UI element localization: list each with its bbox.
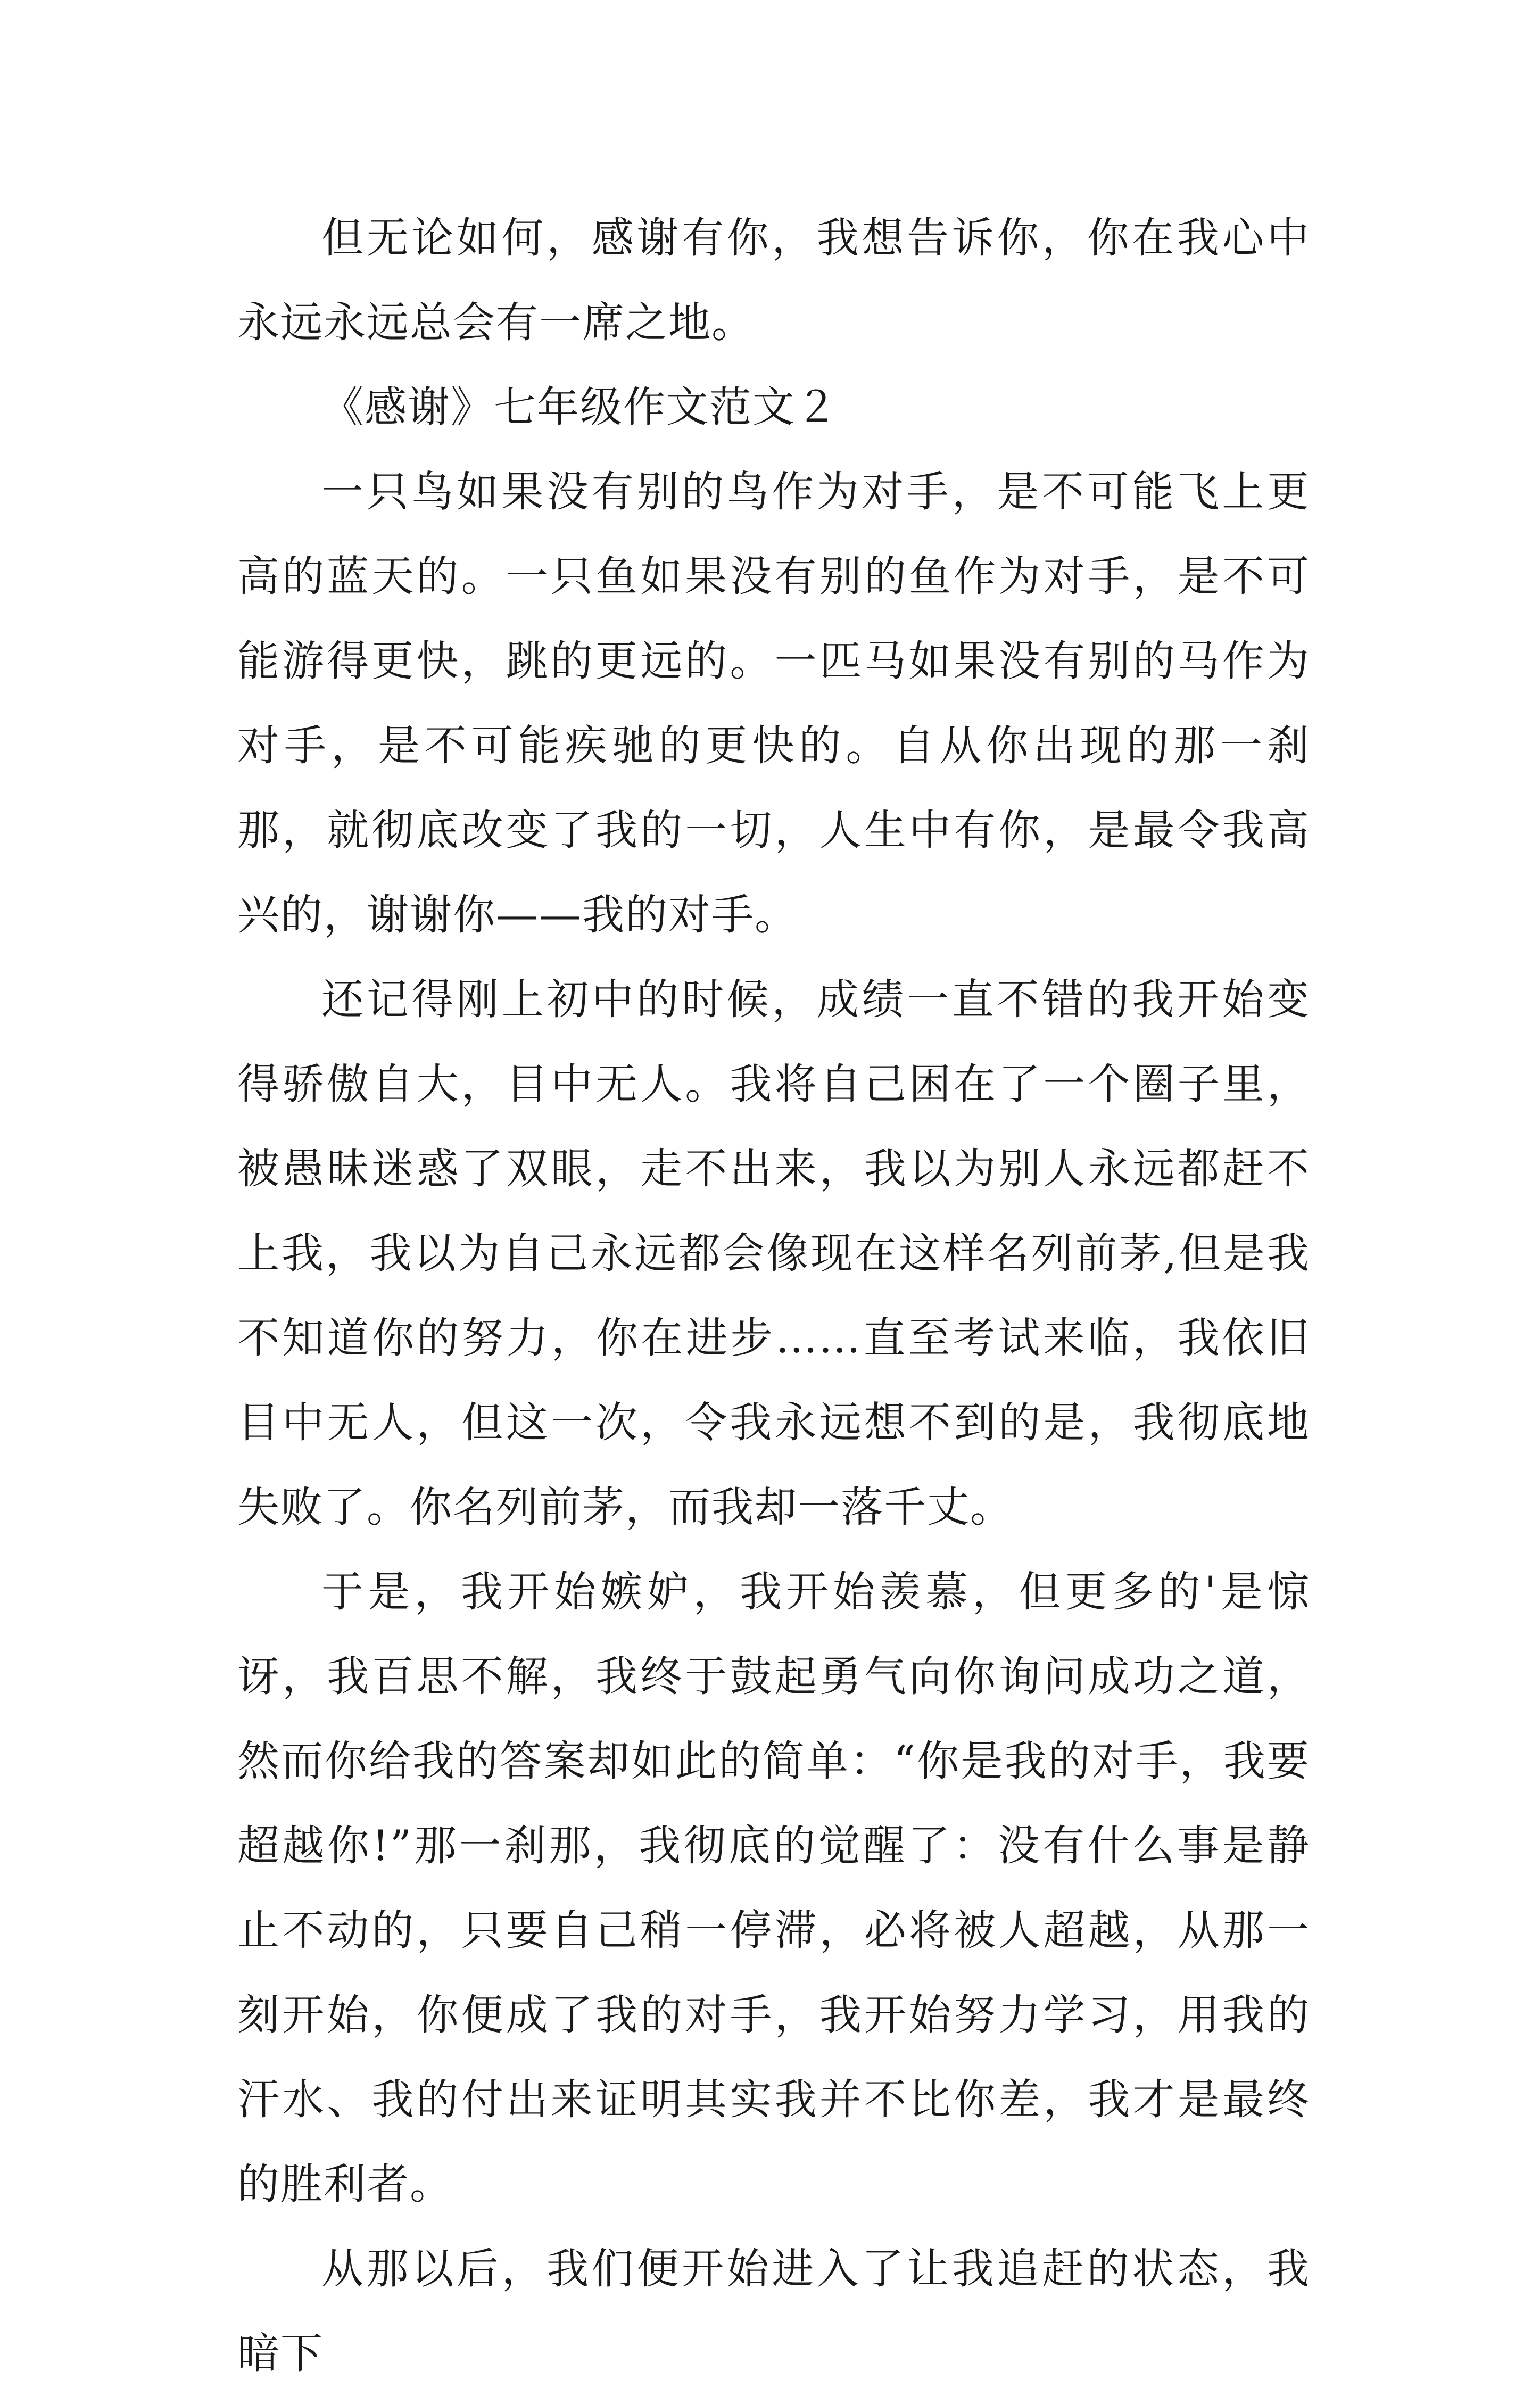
paragraph-intro: 一只鸟如果没有别的鸟作为对手，是不可能飞上更高的蓝天的。一只鱼如果没有别的鱼作为对手，是不可能游得更快，跳的更远的。一匹马如果没有别的马作为对手，是不可能疾驰的更快的。自从你出现的那一刹那，就彻底改变了我的一切，人生中有你，是最令我高兴的，谢谢你——我的对手。 [237,467,1310,939]
paragraph-awakening: 于是，我开始嫉妒，我开始羡慕，但更多的'是惊讶，我百思不解，我终于鼓起勇气向你询问成功之道，然而你给我的答案却如此的简单：“你是我的对手，我要超越你!”那一刹那，我彻底的觉醒了：没有什么事是静止不动的，只要自己稍一停滞，必将被人超越，从那一刻开始，你便成了我的对手，我开始努力学习，用我的汗水、我的付出来证明其实我并不比你差，我才是最终的胜利者。 [237,1567,1310,2209]
paragraph-continuation: 从那以后，我们便开始进入了让我追赶的状态，我暗下 [237,2244,1310,2378]
essay-body [237,196,1310,2396]
essay-title: 《感谢》七年级作文范文２ [321,383,839,432]
paragraph-closing: 但无论如何，感谢有你，我想告诉你，你在我心中永远永远总会有一席之地。 [237,213,1310,347]
paragraph-memory: 还记得刚上初中的时候，成绩一直不错的我开始变得骄傲自大，目中无人。我将自己困在了一个圈子里，被愚昧迷惑了双眼，走不出来，我以为别人永远都赶不上我，我以为自己永远都会像现在这样名列前茅,但是我不知道你的努力，你在进步……直至考试来临，我依旧目中无人，但这一次，令我永远想不到的是，我彻底地失败了。你名列前茅，而我却一落千丈。 [237,975,1310,1532]
